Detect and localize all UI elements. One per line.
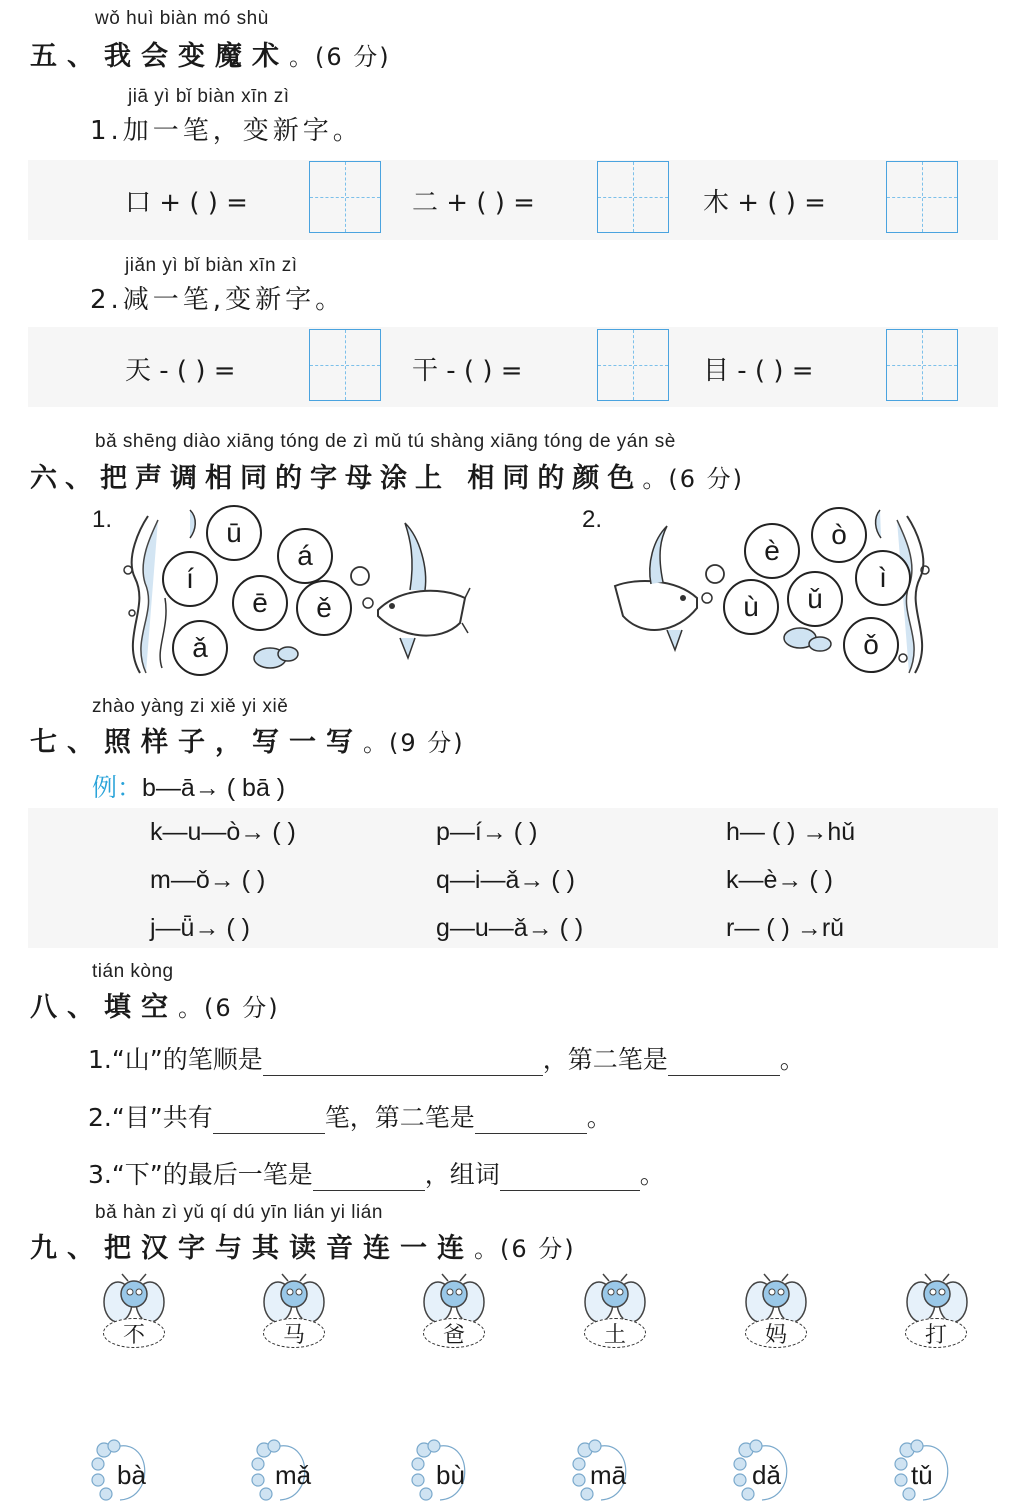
spell-item[interactable]: g—u—ǎ→ ( ) <box>436 914 584 942</box>
sec8-score: 。(6 分) <box>178 994 280 1022</box>
sec5-q2-item-3: 目 - ( ) = <box>703 356 814 386</box>
sec5-q1-item-2: 二 + ( ) = <box>412 188 535 218</box>
flower-icons-row <box>90 1438 990 1508</box>
spell-item[interactable]: p—í→ ( ) <box>436 818 538 846</box>
spell-item[interactable]: k—u—ò→ ( ) <box>150 818 296 846</box>
tone-bubble[interactable]: ū <box>206 505 262 561</box>
sec8-pinyin: tián kòng <box>92 961 174 982</box>
tone-bubble[interactable]: á <box>277 528 333 584</box>
sec5-q2-pinyin: jiǎn yì bǐ biàn xīn zì <box>125 255 298 276</box>
tone-bubble[interactable]: ǒ <box>843 617 899 673</box>
tone-bubble[interactable]: í <box>162 551 218 607</box>
sec8-line-3 <box>88 1155 665 1191</box>
answer-blank[interactable] <box>313 1160 425 1191</box>
writing-grid[interactable] <box>309 329 381 401</box>
sec9-pinyin: bǎ hàn zì yǔ qí dú yīn lián yi lián <box>95 1202 383 1223</box>
pinyin-option[interactable]: mǎ <box>275 1460 312 1490</box>
sec6-pinyin: bǎ shēng diào xiāng tóng de zì mǔ tú shàng xiāng tóng de yán sè <box>95 431 676 452</box>
char-bubble[interactable]: 不 <box>103 1318 165 1348</box>
sec8-l1-text-c: 。 <box>779 1045 805 1074</box>
sec5-pinyin: wǒ huì biàn mó shù <box>95 8 269 29</box>
char-bubble[interactable]: 妈 <box>745 1318 807 1348</box>
writing-grid[interactable] <box>309 161 381 233</box>
sec8-l2-text-a: 2.“目”共有 <box>88 1103 213 1132</box>
tone-bubble[interactable]: ù <box>723 579 779 635</box>
sec7-title-text: 七、照样子，写一写 <box>30 727 363 758</box>
tone-bubble[interactable]: ǔ <box>787 571 843 627</box>
answer-blank[interactable] <box>213 1103 325 1134</box>
spell-item[interactable]: j—ǖ→ ( ) <box>150 914 250 942</box>
sec8-line-1 <box>88 1040 805 1076</box>
sec8-l3-text-c: 。 <box>639 1160 665 1189</box>
sec7-pinyin: zhào yàng zi xiě yi xiě <box>92 696 289 717</box>
sec5-q1-text: 1.加一笔，变新字。 <box>90 116 363 146</box>
sec8-l3-text-a: 3.“下”的最后一笔是 <box>88 1160 313 1189</box>
pinyin-option[interactable]: mā <box>590 1460 627 1490</box>
sec8-title <box>30 985 280 1024</box>
writing-grid[interactable] <box>886 161 958 233</box>
sec5-q2-item-1: 天 - ( ) = <box>125 356 236 386</box>
sec5-q2-item-2: 干 - ( ) = <box>412 356 523 386</box>
char-bubble[interactable]: 爸 <box>423 1318 485 1348</box>
sec7-score: 。(9 分) <box>363 729 465 757</box>
tone-bubble[interactable]: ǎ <box>172 620 228 676</box>
bee-icons-row <box>90 1272 990 1332</box>
sec6-title-text: 六、把声调相同的字母涂上 相同的颜色 <box>30 463 643 494</box>
sec6-pic1-label: 1. <box>92 506 113 533</box>
answer-blank[interactable] <box>668 1045 780 1076</box>
char-bubble[interactable]: 打 <box>905 1318 967 1348</box>
sec8-l2-text-b: 笔，第二笔是 <box>324 1103 475 1132</box>
spell-item[interactable]: h— ( ) →hǔ <box>726 818 856 846</box>
answer-blank[interactable] <box>475 1103 587 1134</box>
sec8-l2-text-c: 。 <box>586 1103 612 1132</box>
char-bubble[interactable]: 马 <box>263 1318 325 1348</box>
spell-item[interactable]: m—ǒ→ ( ) <box>150 866 266 894</box>
sec8-l1-text-b: ，第二笔是 <box>542 1045 668 1074</box>
char-bubble[interactable]: 土 <box>584 1318 646 1348</box>
answer-blank[interactable] <box>500 1160 640 1191</box>
answer-blank[interactable] <box>263 1045 543 1076</box>
sec8-title-text: 八、填空 <box>30 992 178 1023</box>
sec5-q1-item-1: 口 + ( ) = <box>125 188 248 218</box>
sec5-q1-item-3: 木 + ( ) = <box>703 188 826 218</box>
sec8-l3-text-b: ，组词 <box>424 1160 500 1189</box>
sec5-score: 。(6 分) <box>289 43 391 71</box>
spell-item[interactable]: k—è→ ( ) <box>726 866 833 894</box>
tone-bubble[interactable]: ì <box>855 550 911 606</box>
sec9-title <box>30 1226 576 1265</box>
tone-bubble[interactable]: ē <box>232 575 288 631</box>
tone-bubble[interactable]: è <box>744 523 800 579</box>
sec8-line-2 <box>88 1098 612 1134</box>
sec7-example <box>92 768 285 804</box>
sec8-l1-text-a: 1.“山”的笔顺是 <box>88 1045 263 1074</box>
pinyin-option[interactable]: dǎ <box>752 1460 781 1490</box>
sec5-q2-text: 2.减一笔,变新字。 <box>90 285 346 315</box>
sec6-pic2-label: 2. <box>582 506 603 533</box>
writing-grid[interactable] <box>597 329 669 401</box>
pinyin-option[interactable]: bù <box>436 1460 465 1490</box>
sec6-score: 。(6 分) <box>642 465 745 493</box>
pinyin-option[interactable]: bà <box>117 1460 146 1490</box>
sec6-title <box>30 456 744 495</box>
pinyin-option[interactable]: tǔ <box>911 1460 933 1490</box>
tone-bubble[interactable]: ò <box>811 507 867 563</box>
writing-grid[interactable] <box>886 329 958 401</box>
spell-item[interactable]: r— ( ) →rǔ <box>726 914 845 942</box>
example-text: b—ā→ ( bā ) <box>142 774 286 802</box>
sec5-title <box>30 34 391 73</box>
example-label: 例： <box>92 773 143 802</box>
spell-item[interactable]: q—i—ǎ→ ( ) <box>436 866 575 894</box>
sec5-title-text: 五、我会变魔术 <box>30 41 289 72</box>
sec5-q1-pinyin: jiā yì bǐ biàn xīn zì <box>128 86 290 107</box>
sec9-title-text: 九、把汉字与其读音连一连 <box>30 1233 474 1264</box>
sec9-score: 。(6 分) <box>474 1235 576 1263</box>
sec7-title <box>30 720 465 759</box>
writing-grid[interactable] <box>597 161 669 233</box>
tone-bubble[interactable]: ě <box>296 580 352 636</box>
